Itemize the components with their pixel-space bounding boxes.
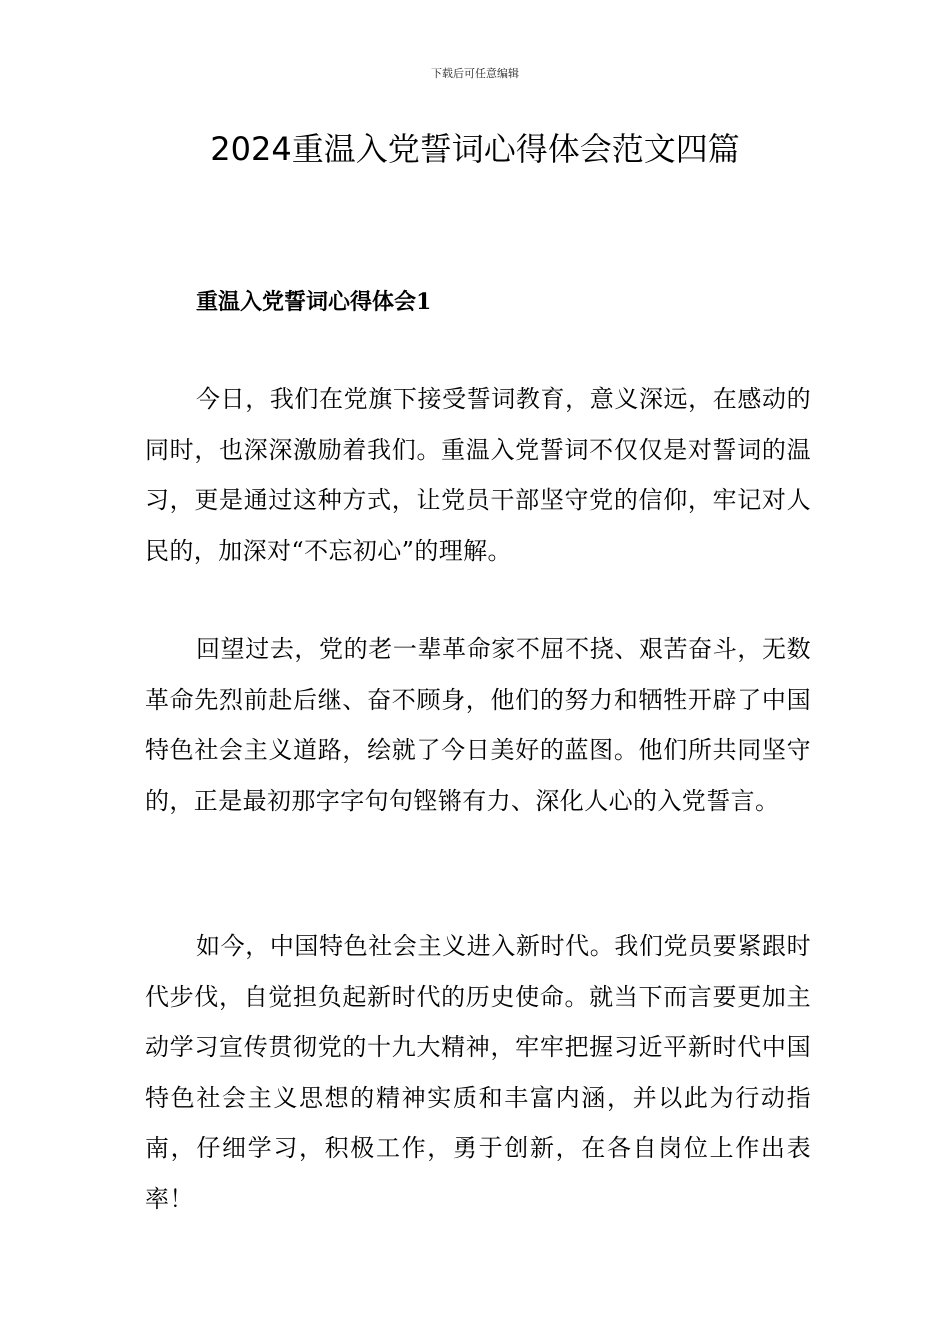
section-heading: 重温入党誓词心得体会1 [196,289,432,315]
paragraph-1: 今日，我们在党旗下接受誓词教育，意义深远，在感动的同时，也深深激励着我们。重温入党誓词不仅仅是对誓词的温习，更是通过这种方式，让党员干部坚守党的信仰，牢记对人民的，加深对“不忘初心”的理解。 [145,385,811,565]
paragraph-2: 回望过去，党的老一辈革命家不屈不挠、艰苦奋斗，无数革命先烈前赴后继、奋不顾身，他们的努力和牺牲开辟了中国特色社会主义道路，绘就了今日美好的蓝图。他们所共同坚守的，正是最初那字字句句铿锵有力、深化人心的入党誓言。 [145,635,811,815]
header-note: 下载后可任意编辑 [431,67,519,80]
document-title: 2024重温入党誓词心得体会范文四篇 [210,130,740,168]
paragraph-3: 如今，中国特色社会主义进入新时代。我们党员要紧跟时代步伐，自觉担负起新时代的历史使命。就当下而言要更加主动学习宣传贯彻党的十九大精神，牢牢把握习近平新时代中国特色社会主义思想的精神实质和丰富内涵，并以此为行动指南，仔细学习，积极工作，勇于创新，在各自岗位上作出表率！ [145,932,811,1213]
